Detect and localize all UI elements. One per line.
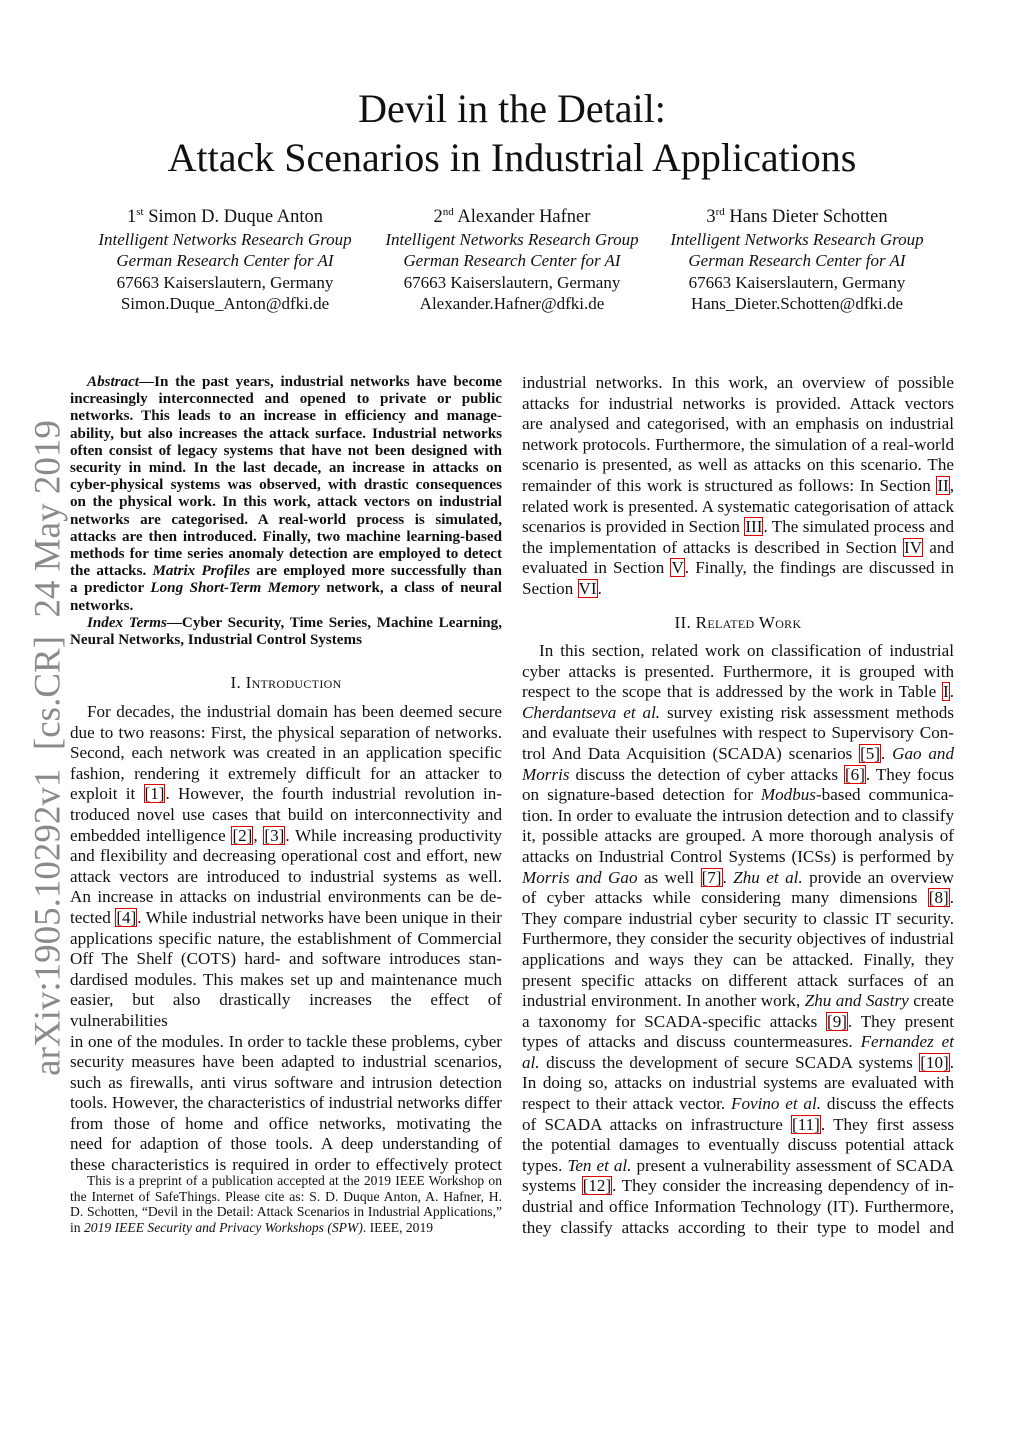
reference-link[interactable]: [2] bbox=[232, 825, 253, 845]
text-span: the implementation of attacks is described in Section bbox=[522, 537, 904, 557]
reference-link[interactable]: V bbox=[671, 558, 684, 578]
text-span: attack vectors are introduced to industrial systems as well. bbox=[70, 866, 502, 886]
text-line bbox=[522, 641, 954, 662]
author-order-suffix: rd bbox=[715, 206, 725, 218]
text-span: . bbox=[949, 682, 954, 702]
text-line bbox=[70, 929, 502, 950]
section-heading-introduction: I. Introduction bbox=[230, 673, 342, 692]
text-line bbox=[522, 1073, 954, 1094]
text-line bbox=[70, 580, 502, 597]
text-span: . While industrial networks have been unique in their bbox=[137, 907, 502, 927]
emphasis-text: Zhu et al. bbox=[733, 867, 803, 887]
text-span: fashion, rendering it extremely difficult for an attacker to bbox=[70, 763, 502, 783]
text-line bbox=[70, 702, 502, 723]
text-span: it, possible attacks are grouped. A more thorough analysis of bbox=[522, 826, 954, 846]
author-order-suffix: nd bbox=[442, 206, 454, 218]
text-span: . The simulated process and bbox=[763, 517, 955, 537]
text-span: . bbox=[949, 1052, 954, 1072]
author-order: 1 bbox=[127, 207, 137, 227]
text-line bbox=[522, 888, 954, 909]
text-span: dustrial and office Information Technology (IT). Furthermore, bbox=[522, 1197, 954, 1217]
text-line bbox=[522, 476, 954, 497]
text-span: cyber attacks is presented. Furthermore, it is grouped with bbox=[522, 661, 954, 681]
introduction-continued bbox=[522, 373, 954, 600]
title-line-1: Devil in the Detail: bbox=[358, 86, 666, 131]
title-line-2: Attack Scenarios in Industrial Applications bbox=[167, 135, 857, 180]
text-span: of cyber attacks while considering many dimensions bbox=[522, 888, 928, 908]
text-span: For decades, the industrial domain has been deemed secure bbox=[87, 702, 502, 721]
text-span: . However, the fourth industrial revolution in- bbox=[165, 784, 502, 804]
text-span: methods for time series anomaly detection are employed to detect bbox=[70, 546, 502, 563]
reference-link[interactable]: [12] bbox=[582, 1176, 612, 1196]
text-line bbox=[522, 538, 954, 559]
reference-link[interactable]: [7] bbox=[701, 867, 722, 887]
text-span: remainder of this work is structured as follows: In Section bbox=[522, 475, 937, 495]
text-line bbox=[70, 1134, 502, 1155]
text-line bbox=[522, 1197, 954, 1218]
text-line bbox=[522, 971, 954, 992]
text-line bbox=[70, 887, 502, 908]
text-span: due to two reasons: First, the physical separation of networks. bbox=[70, 722, 502, 742]
text-span: . bbox=[881, 743, 893, 763]
text-span: scenario is presented, as well as attacks on this scenario. The bbox=[522, 455, 954, 475]
reference-link[interactable]: [6] bbox=[844, 764, 865, 784]
reference-link[interactable]: [10] bbox=[920, 1052, 949, 1072]
author-email[interactable]: Alexander.Hafner@dfki.de bbox=[419, 293, 605, 313]
text-line bbox=[70, 443, 502, 460]
text-span: network protocols. Furthermore, the simulation of a real-world bbox=[522, 434, 954, 454]
text-span: discuss the effects bbox=[821, 1094, 954, 1114]
text-span: in one of the modules. In order to tackle these problems, cyber bbox=[70, 1031, 502, 1051]
text-line bbox=[522, 909, 954, 930]
text-line bbox=[70, 598, 502, 615]
emphasis-text: Zhu and Sastry bbox=[804, 991, 909, 1011]
reference-link[interactable]: III bbox=[745, 517, 763, 537]
text-line bbox=[522, 394, 954, 415]
text-span: , bbox=[253, 825, 264, 845]
text-line bbox=[70, 1204, 502, 1220]
abstract bbox=[70, 374, 502, 649]
emphasis-text: al. bbox=[522, 1052, 540, 1072]
text-line bbox=[70, 529, 502, 546]
text-line bbox=[522, 1156, 954, 1177]
text-span: . They first assess bbox=[820, 1114, 954, 1134]
text-line bbox=[70, 990, 502, 1031]
emphasis-text: Cherdantseva et al. bbox=[522, 702, 661, 722]
text-span: attacks for industrial networks is provided. Attack vectors bbox=[522, 393, 954, 413]
reference-link[interactable]: [4] bbox=[116, 907, 137, 927]
text-span: and evaluate their usefulnes with respect to Supervisory Con- bbox=[522, 723, 954, 743]
author-email[interactable]: Hans_Dieter.Schotten@dfki.de bbox=[690, 293, 904, 313]
text-span: , bbox=[949, 475, 954, 495]
footnote bbox=[70, 1173, 502, 1235]
text-line bbox=[522, 455, 954, 476]
text-span: the Internet of SafeThings. Please cite as: S. D. Duque Anton, A. Hafner, H. bbox=[70, 1188, 502, 1204]
text-line bbox=[70, 784, 502, 805]
text-span: troduced novel use cases that build on interconnectivity and bbox=[70, 804, 502, 824]
text-span: evaluated in Section bbox=[522, 558, 671, 578]
author-institution: German Research Center for AI bbox=[403, 251, 621, 271]
emphasis-text: 2019 IEEE Security and Privacy Workshops (SPW) bbox=[83, 1219, 363, 1235]
text-span: This is a preprint of a publication accepted at the 2019 IEEE Workshop on bbox=[87, 1173, 502, 1188]
text-span: —In the past years, industrial networks have become bbox=[139, 374, 502, 390]
text-span: types. bbox=[522, 1155, 568, 1175]
reference-link[interactable]: IV bbox=[904, 537, 923, 557]
text-line bbox=[522, 1115, 954, 1136]
text-span: ability, but also increases the attack surface. Industrial networks bbox=[70, 425, 502, 442]
author-city: 67663 Kaiserslautern, Germany bbox=[403, 272, 621, 292]
text-line bbox=[70, 723, 502, 744]
text-line bbox=[522, 744, 954, 765]
text-line bbox=[522, 1094, 954, 1115]
text-line bbox=[70, 460, 502, 477]
text-span: on the physical work. In this work, attack vectors on industrial bbox=[70, 494, 502, 511]
text-span: types of attacks and discuss countermeasures. bbox=[522, 1032, 861, 1052]
text-span: of SCADA attacks on infrastructure bbox=[522, 1114, 792, 1134]
author-order-suffix: st bbox=[136, 206, 144, 218]
text-span: In this section, related work on classification of industrial bbox=[539, 641, 954, 660]
text-line bbox=[522, 991, 954, 1012]
text-span: provide an overview bbox=[802, 867, 955, 887]
text-line bbox=[522, 765, 954, 786]
author-institution: German Research Center for AI bbox=[688, 251, 906, 271]
text-line bbox=[522, 435, 954, 456]
text-span: security in mind. In the last decade, an increase in attacks on bbox=[70, 460, 502, 477]
text-span: D. Schotten, “Devil in the Detail: Attack Scenarios in Industrial Applications,” bbox=[70, 1204, 502, 1219]
author-city: 67663 Kaiserslautern, Germany bbox=[116, 272, 334, 292]
arxiv-identifier: arXiv:1905.10292v1 [cs.CR] 24 May 2019 bbox=[27, 420, 69, 1076]
text-line bbox=[70, 408, 502, 425]
text-line bbox=[522, 662, 954, 683]
author-name-text: Hans Dieter Schotten bbox=[729, 207, 888, 227]
text-line bbox=[522, 1012, 954, 1033]
text-span: as well bbox=[637, 867, 701, 887]
text-span: networks are categorised. A real-world process is simulated, bbox=[70, 511, 502, 528]
text-span: present a vulnerability assessment of SCADA bbox=[631, 1155, 954, 1175]
text-line bbox=[70, 846, 502, 867]
author-order: 2 bbox=[433, 207, 443, 227]
text-span: present specific attacks on different attack surfaces of an bbox=[522, 970, 954, 990]
text-span: cyber-physical systems was observed, with drastic consequences bbox=[70, 477, 502, 494]
author-group: Intelligent Networks Research Group bbox=[670, 230, 924, 249]
reference-link[interactable]: II bbox=[937, 475, 949, 495]
author-3 bbox=[647, 205, 947, 314]
text-span: tion. In order to evaluate the intrusion detection and to classify bbox=[522, 805, 954, 825]
text-span: . Finally, the findings are discussed in bbox=[684, 558, 954, 578]
text-span: and bbox=[923, 537, 954, 557]
author-order: 3 bbox=[706, 207, 716, 227]
text-span: In doing so, attacks on industrial systems are evaluated with bbox=[522, 1073, 954, 1093]
reference-link[interactable]: [3] bbox=[264, 825, 285, 845]
text-span: exploit it bbox=[70, 784, 144, 804]
text-span: and flexibility and decreasing operational cost and effort, new bbox=[70, 846, 502, 866]
text-line bbox=[70, 391, 502, 408]
text-span: related work is presented. A systematic categorisation of attack bbox=[522, 496, 954, 516]
text-line bbox=[522, 785, 954, 806]
emphasis-text: Gao and bbox=[892, 743, 954, 763]
introduction-text bbox=[70, 702, 502, 1176]
author-name-text: Simon D. Duque Anton bbox=[148, 207, 323, 227]
text-line bbox=[70, 805, 502, 826]
text-span: Off The Shelf (COTS) hard- and software introduces stan- bbox=[70, 949, 502, 969]
text-span: Second, each network was created in an application specific bbox=[70, 743, 502, 763]
emphasis-text: Index Terms bbox=[87, 614, 167, 631]
reference-link[interactable]: [5] bbox=[860, 743, 881, 763]
section-heading-related-work: II. Related Work bbox=[674, 613, 802, 632]
text-span: attacks are then introduced. Finally, two machine learning-based bbox=[70, 528, 502, 545]
text-line bbox=[522, 1176, 954, 1197]
text-line bbox=[522, 1032, 954, 1053]
text-line bbox=[522, 1053, 954, 1074]
text-span: the attacks. bbox=[70, 563, 153, 580]
text-span: easier, but also drastically increases the effect of vulnerabilities bbox=[70, 990, 502, 1030]
reference-link[interactable]: [9] bbox=[827, 1011, 847, 1031]
text-span: applications specific nature, the establishment of Commercial bbox=[70, 928, 502, 948]
text-span: discuss the detection of cyber attacks bbox=[569, 764, 844, 784]
text-span: a predictor bbox=[70, 580, 151, 597]
emphasis-text: Morris bbox=[522, 764, 570, 784]
text-span: -based communica- bbox=[815, 785, 954, 805]
emphasis-text: Modbus bbox=[760, 785, 816, 805]
text-line bbox=[70, 1114, 502, 1135]
text-line bbox=[522, 847, 954, 868]
text-span: discuss the development of secure SCADA systems bbox=[539, 1052, 920, 1072]
author-name-text: Alexander Hafner bbox=[457, 207, 591, 227]
text-span: increasingly interconnected and opened to private or public bbox=[70, 391, 502, 408]
text-span: . bbox=[597, 578, 602, 598]
author-email[interactable]: Simon.Duque_Anton@dfki.de bbox=[120, 293, 330, 313]
text-span: respect to their attack vector. bbox=[522, 1094, 732, 1114]
text-line bbox=[70, 563, 502, 580]
text-line bbox=[522, 558, 954, 579]
reference-link[interactable]: I bbox=[943, 682, 949, 702]
text-span: the potential damages to eventually discuss potential attack bbox=[522, 1135, 954, 1155]
text-span: security measures have been adapted to industrial scenarios, bbox=[70, 1052, 502, 1072]
author-name bbox=[647, 205, 947, 229]
author-city: 67663 Kaiserslautern, Germany bbox=[688, 272, 906, 292]
text-span: networks. bbox=[70, 597, 134, 614]
text-span: . They present bbox=[847, 1011, 954, 1031]
text-line bbox=[70, 743, 502, 764]
text-line bbox=[70, 908, 502, 929]
text-span: are analysed and categorised, with an emphasis on industrial bbox=[522, 414, 954, 434]
text-span: . They consider the increasing dependency of in- bbox=[612, 1176, 954, 1196]
text-span: . bbox=[949, 888, 954, 908]
text-span: in bbox=[70, 1219, 84, 1235]
text-span: Furthermore, they consider the security objectives of industrial bbox=[522, 929, 954, 949]
text-span: . They focus bbox=[865, 764, 954, 784]
text-line bbox=[70, 426, 502, 443]
text-span: trol And Data Acquisition (SCADA) scenarios bbox=[522, 743, 860, 763]
text-span: . IEEE, 2019 bbox=[362, 1219, 434, 1235]
text-line bbox=[70, 477, 502, 494]
text-span: on signature-based detection for bbox=[522, 785, 761, 805]
text-span: tected bbox=[70, 907, 116, 927]
text-span: need for adaption of those tools. A deep understanding of bbox=[70, 1134, 502, 1154]
emphasis-text: Matrix Profiles bbox=[152, 563, 251, 580]
text-span: they classify attacks according to their type to model and bbox=[522, 1217, 954, 1237]
emphasis-text: Fernandez et bbox=[860, 1032, 954, 1052]
text-line bbox=[522, 950, 954, 971]
text-line bbox=[522, 579, 954, 600]
text-line bbox=[70, 1032, 502, 1053]
text-line bbox=[70, 374, 502, 391]
text-line bbox=[70, 764, 502, 785]
text-line bbox=[522, 682, 954, 703]
text-span: networks. This leads to an increase in efficiency and manage- bbox=[70, 408, 502, 425]
text-line bbox=[70, 1093, 502, 1114]
text-span: tools. However, the characteristics of industrial networks differ bbox=[70, 1093, 502, 1113]
text-span: . bbox=[722, 867, 734, 887]
text-span: scenarios is provided in Section bbox=[522, 517, 745, 537]
text-span: industrial environment. In another work, bbox=[522, 991, 805, 1011]
text-line bbox=[522, 723, 954, 744]
text-span: Neural Networks, Industrial Control Systems bbox=[70, 632, 362, 649]
text-span: network, a class of neural bbox=[319, 580, 502, 597]
paper-title bbox=[0, 84, 1024, 182]
related-work-text bbox=[522, 641, 954, 1238]
text-line bbox=[70, 826, 502, 847]
text-span: industrial networks. In this work, an overview of possible bbox=[522, 373, 954, 392]
text-line bbox=[522, 414, 954, 435]
text-span: attacks on Industrial Control Systems (ICSs) is performed by bbox=[522, 846, 954, 866]
text-span: dardised modules. This makes set up and maintenance much bbox=[70, 969, 502, 989]
text-line bbox=[522, 929, 954, 950]
text-line bbox=[522, 497, 954, 518]
text-line bbox=[70, 1189, 502, 1205]
author-name bbox=[362, 205, 662, 229]
author-institution: German Research Center for AI bbox=[116, 251, 334, 271]
text-line bbox=[70, 970, 502, 991]
text-line bbox=[522, 826, 954, 847]
text-line bbox=[70, 1220, 502, 1236]
emphasis-text: Ten et al. bbox=[567, 1155, 632, 1175]
text-line bbox=[70, 1073, 502, 1094]
text-line bbox=[70, 546, 502, 563]
author-group: Intelligent Networks Research Group bbox=[385, 230, 639, 249]
reference-link[interactable]: [8] bbox=[928, 888, 949, 908]
text-span: such as firewalls, anti virus software and intrusion detection bbox=[70, 1072, 502, 1092]
text-line bbox=[70, 1052, 502, 1073]
text-line bbox=[522, 1135, 954, 1156]
text-line bbox=[522, 373, 954, 394]
text-span: survey existing risk assessment methods bbox=[660, 702, 954, 722]
text-line bbox=[70, 494, 502, 511]
text-line bbox=[70, 615, 502, 632]
text-span: often consist of legacy systems that have not been designed with bbox=[70, 442, 502, 459]
text-span: respect to the scope that is addressed by the work in Table bbox=[522, 682, 943, 702]
text-span: are employed more successfully than bbox=[250, 563, 502, 580]
text-span: An increase in attacks on industrial environments can be de- bbox=[70, 887, 502, 907]
author-name bbox=[75, 205, 375, 229]
text-line bbox=[70, 867, 502, 888]
text-span: these characteristics is required in order to effectively protect bbox=[70, 1155, 502, 1175]
text-span: —Cyber Security, Time Series, Machine Learning, bbox=[166, 614, 502, 631]
text-span: applications and ways they can be attacked. Finally, they bbox=[522, 949, 954, 969]
text-span: systems bbox=[522, 1176, 582, 1196]
author-1 bbox=[75, 205, 375, 314]
text-span: embedded intelligence bbox=[70, 825, 232, 845]
text-line bbox=[70, 632, 502, 649]
text-line bbox=[70, 512, 502, 529]
emphasis-text: Fovino et al. bbox=[731, 1094, 821, 1114]
emphasis-text: Abstract bbox=[87, 374, 139, 390]
text-line bbox=[522, 868, 954, 889]
text-line bbox=[70, 1173, 502, 1189]
reference-link[interactable]: [11] bbox=[792, 1114, 820, 1134]
text-span: . While increasing productivity bbox=[285, 825, 503, 845]
author-group: Intelligent Networks Research Group bbox=[98, 230, 352, 249]
text-span: create bbox=[908, 991, 954, 1011]
text-span: from those of home and office networks, motivating the bbox=[70, 1113, 502, 1133]
text-line bbox=[522, 703, 954, 724]
author-2 bbox=[362, 205, 662, 314]
text-span: They compare industrial cyber security to classic IT security. bbox=[522, 908, 954, 928]
emphasis-text: Morris and Gao bbox=[522, 867, 638, 887]
text-line bbox=[70, 949, 502, 970]
text-span: Section bbox=[522, 578, 578, 598]
text-line bbox=[522, 806, 954, 827]
text-span: a taxonomy for SCADA-specific attacks bbox=[522, 1011, 827, 1031]
text-line bbox=[522, 517, 954, 538]
reference-link[interactable]: [1] bbox=[144, 784, 165, 804]
emphasis-text: Long Short-Term Memory bbox=[150, 580, 320, 597]
reference-link[interactable]: VI bbox=[578, 578, 597, 598]
text-line bbox=[522, 1218, 954, 1239]
